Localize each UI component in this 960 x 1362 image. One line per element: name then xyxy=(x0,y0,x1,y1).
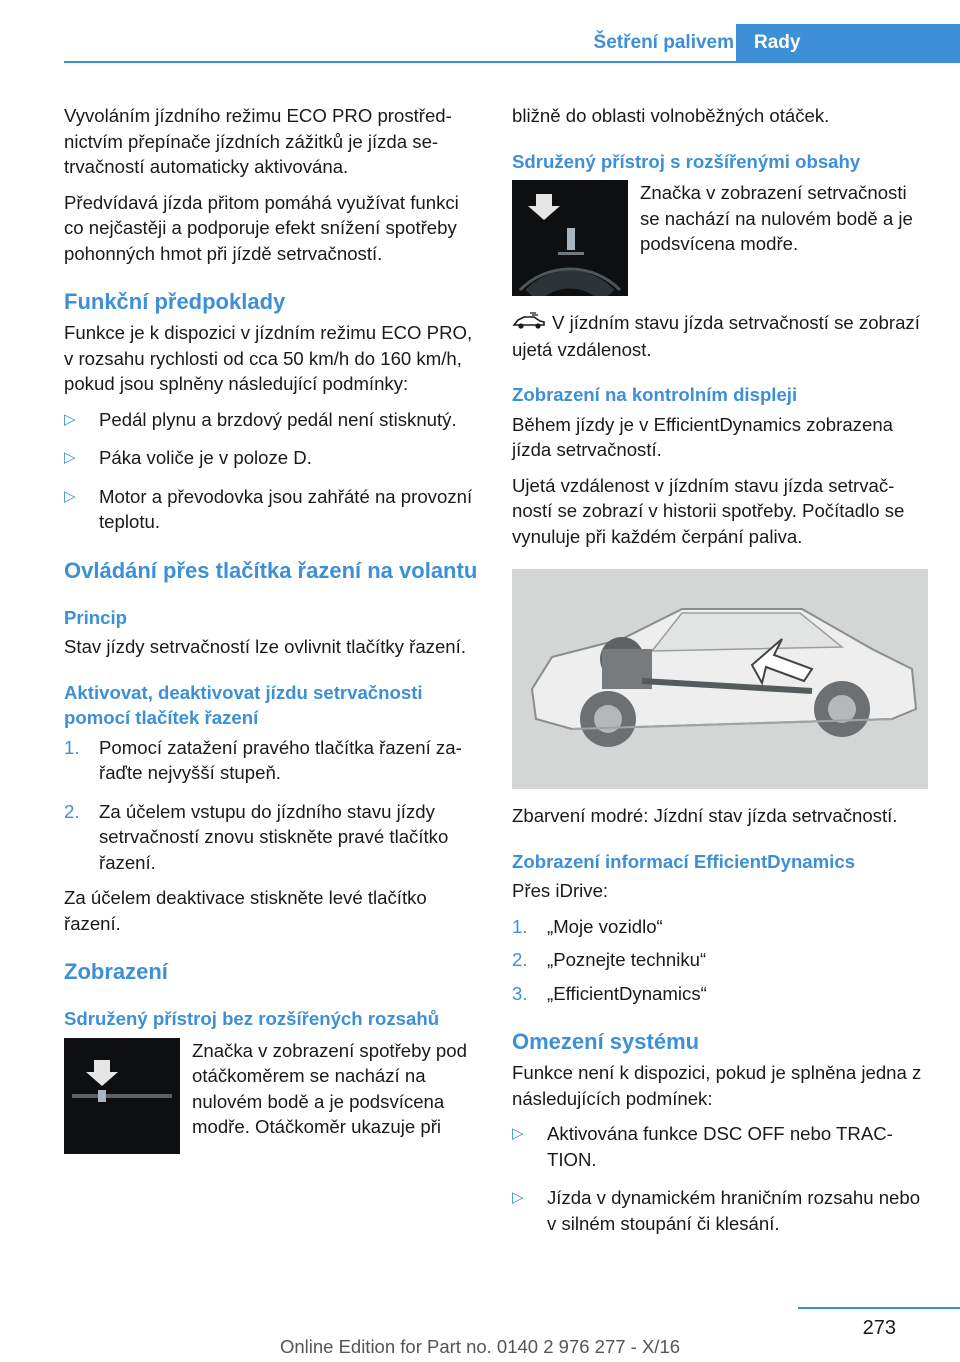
active-chapter-tab[interactable]: Rady xyxy=(736,24,960,62)
step-number: 2. xyxy=(512,949,528,971)
figure-row-s xyxy=(512,180,928,296)
paragraph-omezeni: Funkce není k dispozici, pokud je splněna jedna z následujících podmínek: xyxy=(512,1062,922,1109)
heading-aktivovat: Aktivovat, deaktivovat jízdu setrvačnosti pomocí tlačítek řazení xyxy=(64,681,423,728)
paragraph-princip: Stav jízdy setrvačností lze ovlivnit tlačítky řazení. xyxy=(64,636,466,657)
car-coasting-icon xyxy=(512,311,546,337)
paragraph-zbarveni: Zbarvení modré: Jízdní stav jízda setrvačností. xyxy=(512,805,898,827)
list-item: 2. „Poznejte techniku“ xyxy=(512,947,928,973)
heading-princip: Princip xyxy=(64,606,128,628)
paragraph-behem: Během jízdy je v EfficientDynamics zobrazena jízda setrvačností. xyxy=(512,413,893,461)
page-number: 273 xyxy=(862,1317,896,1339)
limits-list xyxy=(512,1121,928,1236)
coasting-display-image xyxy=(512,180,628,296)
list-item: ▷ Pedál plynu a brzdový pedál není stisknutý. xyxy=(64,407,480,433)
heading-kontrolni-displej: Zobrazení na kontrolním displeji xyxy=(512,384,798,406)
conditions-list xyxy=(64,407,480,535)
paragraph-conditions-intro: Funkce je k dispozici v jízdním režimu ECO PRO, v rozsahu rychlosti od cca 50 km/h do 160 km/h, pokud jsou splněny následující podmínky: xyxy=(64,322,473,394)
list-item: ▷ Páka voliče je v poloze D. xyxy=(64,445,480,471)
figure-row-bez xyxy=(64,1038,480,1154)
paragraph-distance: V jízdním stavu jízda setrvačností se zobrazí ujetá vzdálenost. xyxy=(512,312,920,360)
step-number: 1. xyxy=(512,915,528,937)
figure-caption-s: Značka v zobrazení setrvačnosti se nachází na nulovém bodě a je podsvícena modře. xyxy=(640,182,913,254)
list-item: 1. „Moje vozidlo“ xyxy=(512,914,928,940)
triangle-bullet-icon: ▷ xyxy=(512,1189,524,1207)
heading-informaci-efficientdynamics: Zobrazení informací EfficientDynamics xyxy=(512,850,856,872)
right-column xyxy=(512,103,928,1249)
heading-zobrazeni: Zobrazení xyxy=(64,959,168,984)
triangle-bullet-icon: ▷ xyxy=(64,410,76,428)
heading-funkcni-predpoklady: Funkční předpoklady xyxy=(64,289,286,314)
paragraph-deaktivace: Za účelem deaktivace stiskněte levé tlačítko řazení. xyxy=(64,887,427,934)
step-number: 2. xyxy=(64,800,80,822)
list-item: 1. Pomocí zatažení pravého tlačítka řazení zařaďte nejvyšší stupeň. xyxy=(64,736,462,783)
list-item: 2. Za účelem vstupu do jízdního stavu jízdy setrvačností znovu stiskněte pravé tlačítko řazení. xyxy=(64,800,449,873)
heading-sdruzeny-bez: Sdružený přístroj bez rozšířených rozsahů xyxy=(64,1008,440,1029)
paragraph-ujeta: Ujetá vzdálenost v jízdním stavu jízda setrvačností se zobrazí v historii spotřeby. Počítadlo se vynuluje při každém čerpání paliva. xyxy=(512,474,905,547)
consumption-display-image xyxy=(64,1038,180,1154)
arrow-down-gauge-icon xyxy=(512,180,628,296)
steps-list xyxy=(64,735,480,876)
paragraph-eco-pro: Vyvoláním jízdního režimu ECO PRO prostřednictvím přepínače jízdních zážitků je jízda setrvačností automaticky aktivována. xyxy=(64,105,452,177)
left-column xyxy=(64,103,480,1164)
heading-omezeni-systemu: Omezení systému xyxy=(512,1029,700,1055)
section-tab[interactable]: Šetření palivem xyxy=(593,32,734,53)
paragraph-predvidava: Předvídavá jízda přitom pomáhá využívat funkci co nejčastěji a podporuje efekt snížení spotřeby pohonných hmot při jízdě setrvačností. xyxy=(64,191,459,264)
footer-rule xyxy=(798,1307,960,1309)
triangle-bullet-icon: ▷ xyxy=(64,487,76,505)
triangle-bullet-icon: ▷ xyxy=(512,1125,524,1143)
step-number: 1. xyxy=(64,736,80,758)
list-item: 3. „EfficientDynamics“ xyxy=(512,981,928,1007)
car-drivetrain-image xyxy=(512,569,928,789)
edition-footer: Online Edition for Part no. 0140 2 976 277 - X/16 xyxy=(279,1336,681,1357)
heading-ovladani: Ovládání přes tlačítka řazení na volantu xyxy=(64,557,478,583)
paragraph-continued: bližně do oblasti volnoběžných otáček. xyxy=(512,105,830,126)
idrive-steps-list xyxy=(512,914,928,1007)
step-number: 3. xyxy=(512,982,528,1004)
arrow-down-icon xyxy=(64,1038,180,1154)
figure-caption-bez: Značka v zobrazení spotřeby pod otáčkoměrem se nachází na nulovém bodě a je podsvícena modře. Otáčkoměr ukazuje při xyxy=(192,1039,467,1137)
list-item: ▷ Jízda v dynamickém hraničním rozsahu nebo v silném stoupání či klesání. xyxy=(512,1187,921,1234)
paragraph-idrive: Přes iDrive: xyxy=(512,880,609,902)
list-item: ▷ Motor a převodovka jsou zahřáté na provozní teplotu. xyxy=(64,485,473,532)
list-item: ▷ Aktivována funkce DSC OFF nebo TRACTION. xyxy=(512,1123,893,1170)
triangle-bullet-icon: ▷ xyxy=(64,449,76,466)
heading-sdruzeny-s: Sdružený přístroj s rozšířenými obsahy xyxy=(512,150,861,172)
